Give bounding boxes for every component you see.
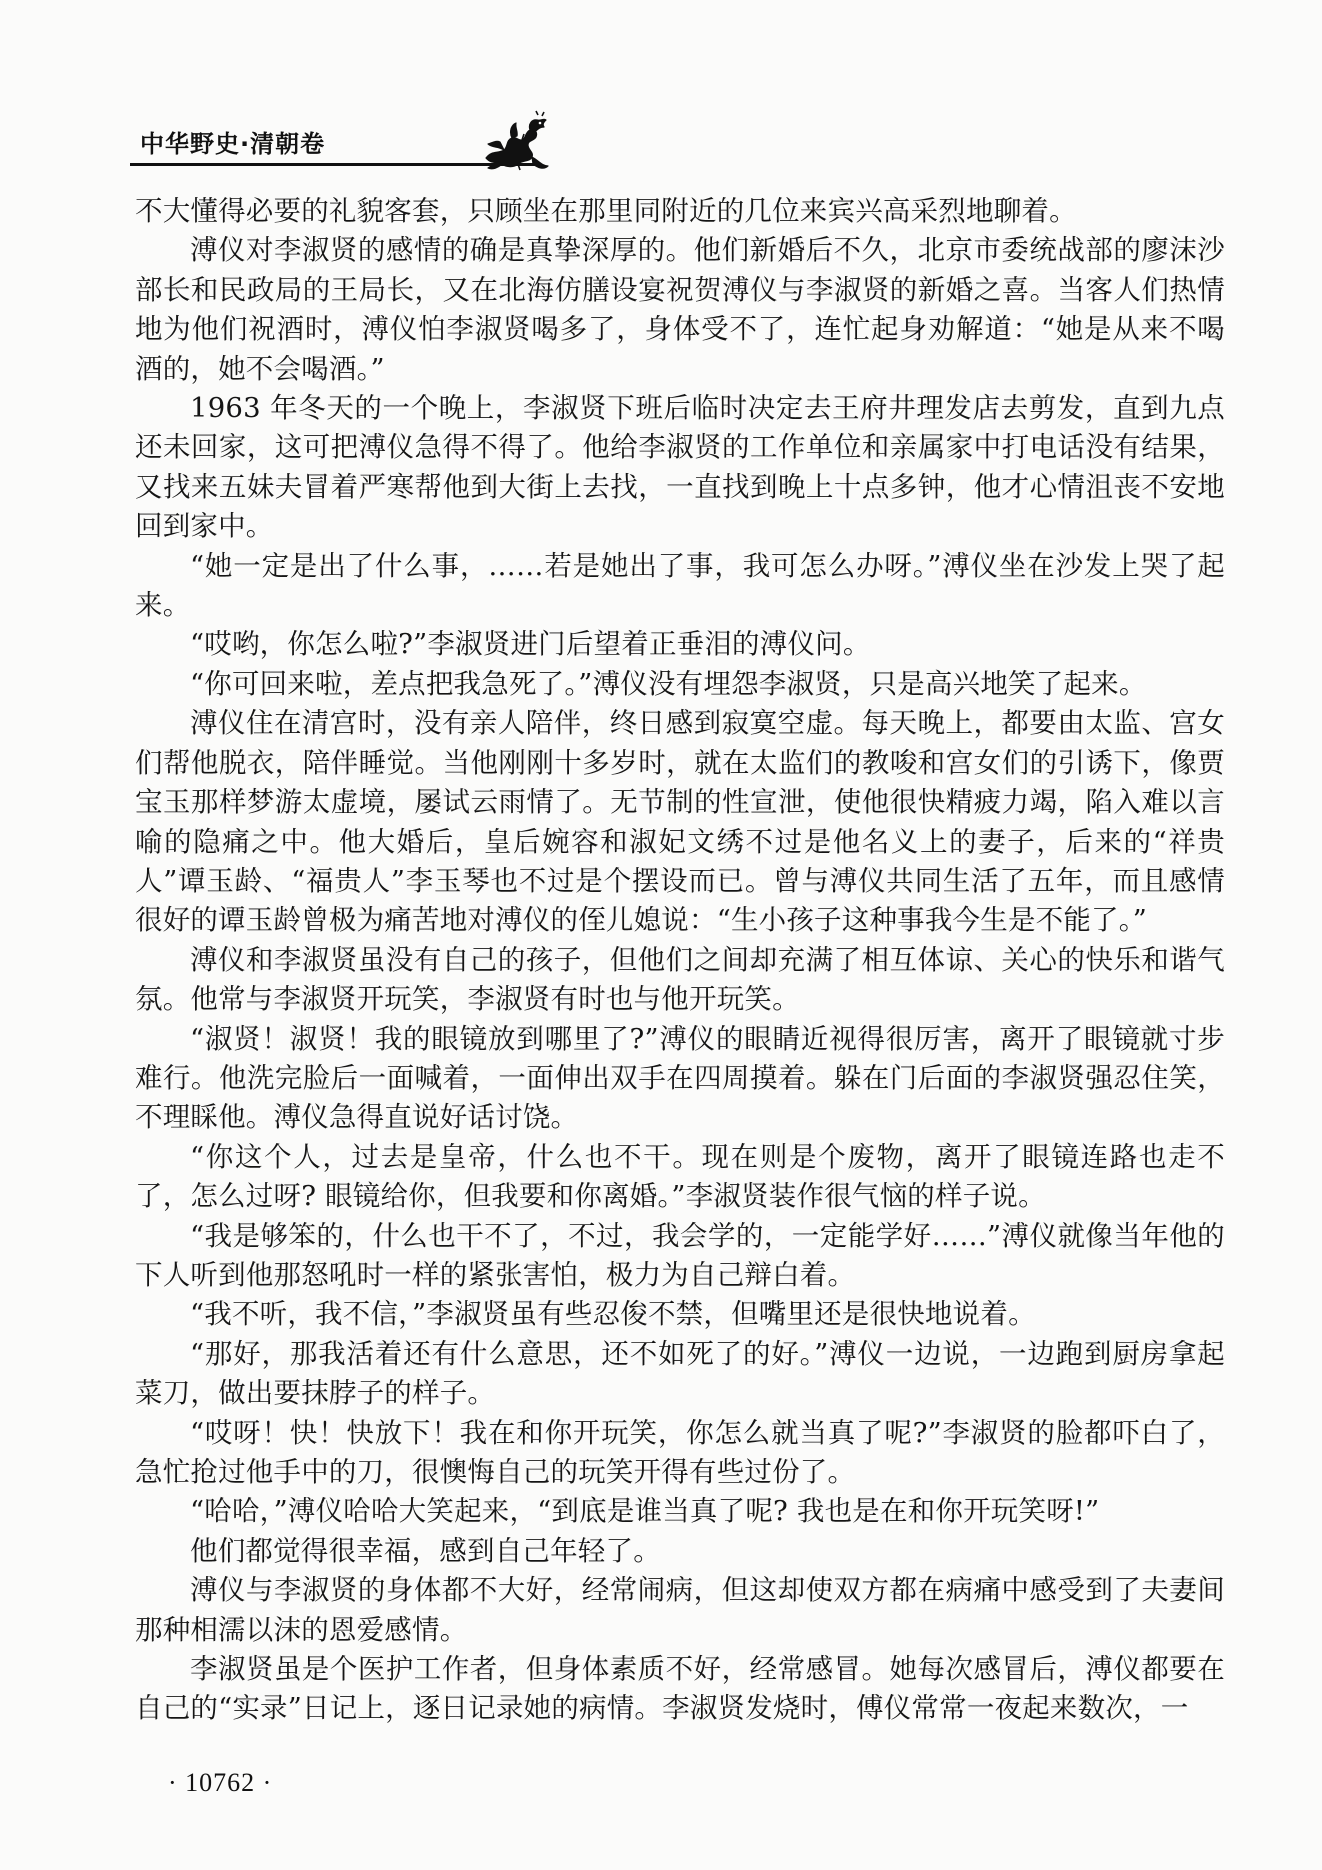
body-text bbox=[135, 192, 1225, 1729]
paragraph: “那好，那我活着还有什么意思，还不如死了的好。”溥仪一边说，一边跑到厨房拿起菜刀，做出要抹脖子的样子。 bbox=[135, 1337, 1225, 1410]
paragraph: “哈哈，”溥仪哈哈大笑起来，“到底是谁当真了呢? 我也是在和你开玩笑呀!” bbox=[190, 1495, 1100, 1528]
paragraph: “我是够笨的，什么也干不了，不过，我会学的，一定能学好……”溥仪就像当年他的下人听到他那怒吼时一样的紧张害怕，极力为自己辩白着。 bbox=[135, 1219, 1225, 1291]
paragraph: “你可回来啦，差点把我急死了。”溥仪没有埋怨李淑贤，只是高兴地笑了起来。 bbox=[190, 667, 1147, 700]
paragraph: 1963 年冬天的一个晚上，李淑贤下班后临时决定去王府井理发店去剪发，直到九点还未回家，这可把溥仪急得不得了。他给李淑贤的工作单位和亲属家中打电话没有结果，又找来五妹夫冒着严寒帮他到大街上去找，一直找到晚上十点多钟，他才心情沮丧不安地回到家中。 bbox=[135, 392, 1225, 543]
paragraph: 李淑贤虽是个医护工作者，但身体素质不好，经常感冒。她每次感冒后，溥仪都要在自己的“实录”日记上，逐日记录她的病情。李淑贤发烧时，傅仪常常一夜起来数次，一 bbox=[135, 1653, 1225, 1725]
paragraph: “淑贤！淑贤！我的眼镜放到哪里了?”溥仪的眼睛近视得很厉害，离开了眼镜就寸步难行。他洗完脸后一面喊着，一面伸出双手在四周摸着。躲在门后面的李淑贤强忍住笑，不理睬他。溥仪急得直说好话讨饶。 bbox=[135, 1022, 1225, 1134]
paragraph: “我不听，我不信，”李淑贤虽有些忍俊不禁，但嘴里还是很快地说着。 bbox=[190, 1298, 1036, 1331]
paragraph: 溥仪与李淑贤的身体都不大好，经常闹病，但这却使双方都在病痛中感受到了夫妻间那种相濡以沫的恩爱感情。 bbox=[135, 1574, 1225, 1646]
running-header-title: 中华野史·清朝卷 bbox=[140, 130, 326, 158]
paragraph: “你这个人，过去是皇帝，什么也不干。现在则是个废物，离开了眼镜连路也走不了，怎么过呀? 眼镜给你，但我要和你离婚。”李淑贤装作很气恼的样子说。 bbox=[135, 1140, 1225, 1213]
paragraph: 不大懂得必要的礼貌客套，只顾坐在那里同附近的几位来宾兴高采烈地聊着。 bbox=[135, 195, 1077, 227]
page-number: · 10762 · bbox=[168, 1768, 273, 1797]
paragraph: “哎呀！快！快放下！我在和你开玩笑，你怎么就当真了呢?”李淑贤的脸都吓白了，急忙抢过他手中的刀，很懊悔自己的玩笑开得有些过份了。 bbox=[135, 1416, 1225, 1488]
paragraph: 溥仪和李淑贤虽没有自己的孩子，但他们之间却充满了相互体谅、关心的快乐和谐气氛。他常与李淑贤开玩笑，李淑贤有时也与他开玩笑。 bbox=[135, 943, 1225, 1016]
paragraph: 他们都觉得很幸福，感到自己年轻了。 bbox=[190, 1534, 661, 1567]
dragon-emblem-icon bbox=[478, 110, 550, 172]
paragraph: “哎哟，你怎么啦?”李淑贤进门后望着正垂泪的溥仪问。 bbox=[190, 628, 871, 661]
paragraph: 溥仪住在清宫时，没有亲人陪伴，终日感到寂寞空虚。每天晚上，都要由太监、宫女们帮他脱衣，陪伴睡觉。当他刚刚十多岁时，就在太监们的教唆和宫女们的引诱下，像贾宝玉那样梦游太虚境，屡试云雨情了。无节制的性宣泄，使他很快精疲力竭，陷入难以言喻的隐痛之中。他大婚后，皇后婉容和淑妃文绣不过是他名义上的妻子，后来的“祥贵人”谭玉龄、“福贵人”李玉琴也不过是个摆设而已。曾与溥仪共同生活了五年，而且感情很好的谭玉龄曾极为痛苦地对溥仪的侄儿媳说：“生小孩子这种事我今生是不能了。” bbox=[135, 707, 1225, 937]
paragraph: 溥仪对李淑贤的感情的确是真挚深厚的。他们新婚后不久，北京市委统战部的廖沫沙部长和民政局的王局长，又在北海仿膳设宴祝贺溥仪与李淑贤的新婚之喜。当客人们热情地为他们祝酒时，溥仪怕李淑贤喝多了，身体受不了，连忙起身劝解道：“她是从来不喝酒的，她不会喝酒。” bbox=[135, 234, 1225, 385]
paragraph: “她一定是出了什么事，……若是她出了事，我可怎么办呀。”溥仪坐在沙发上哭了起来。 bbox=[135, 549, 1225, 622]
